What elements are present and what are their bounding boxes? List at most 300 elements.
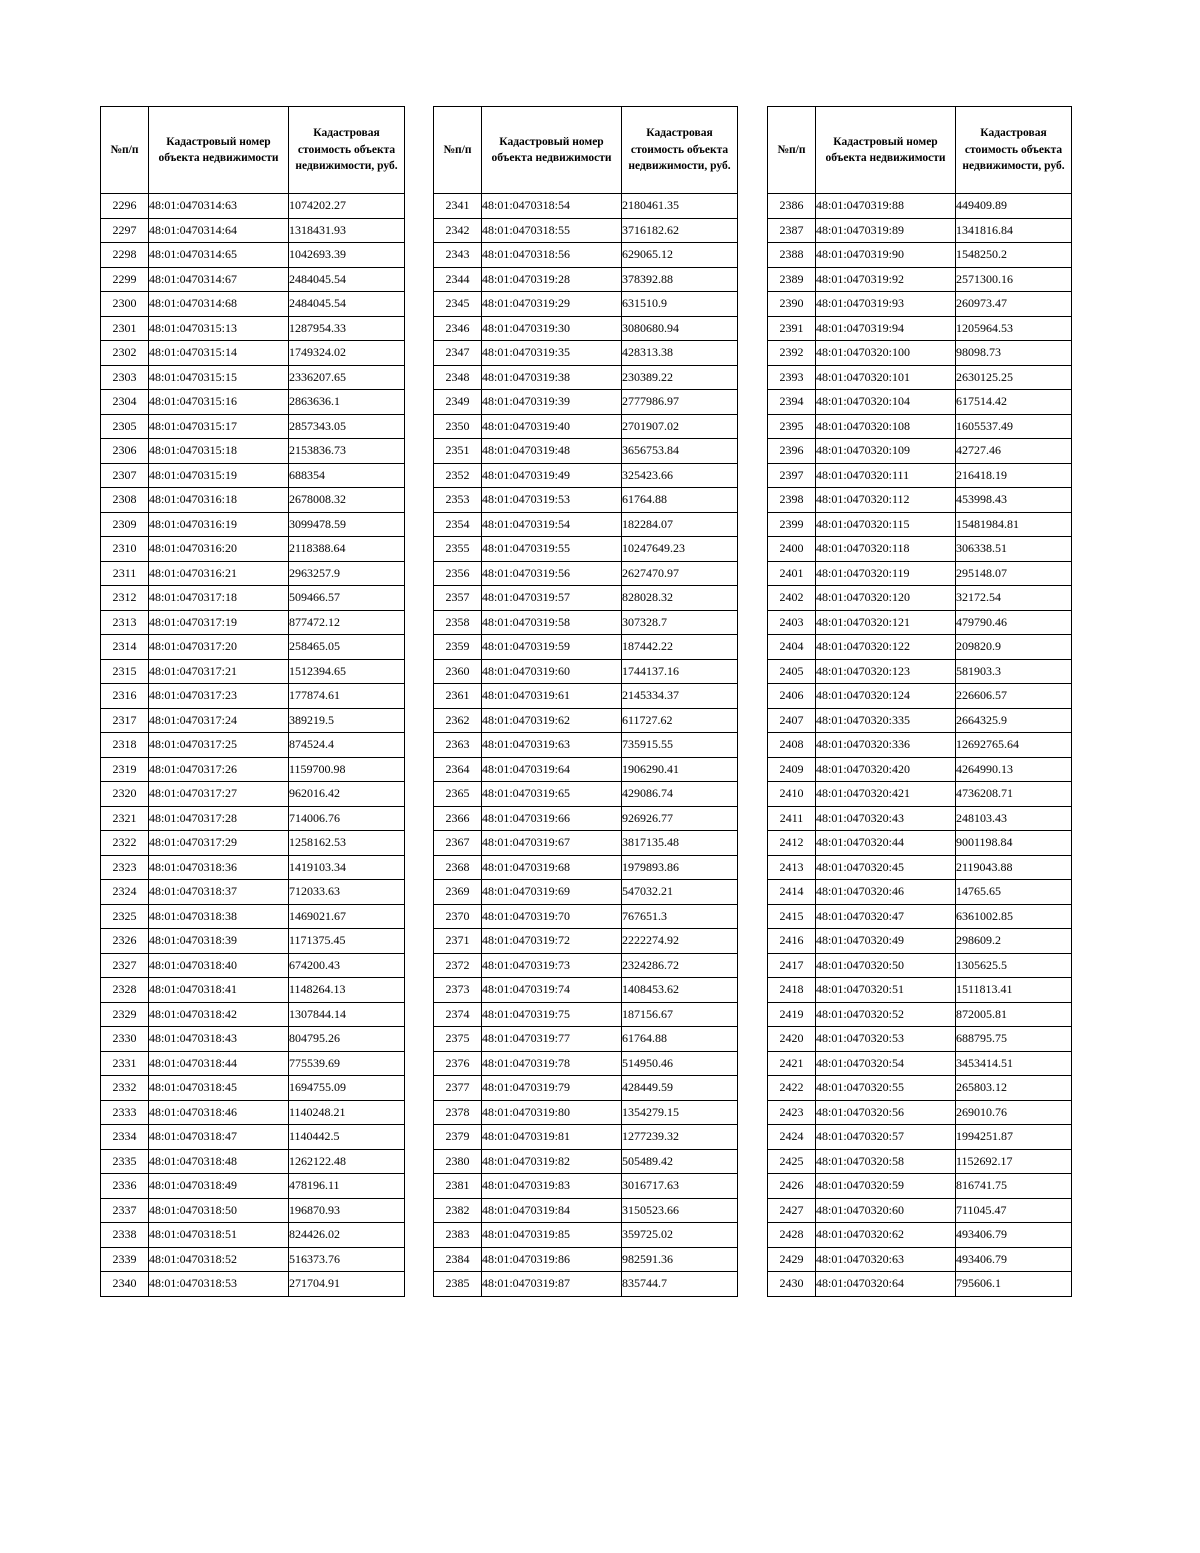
cadastral-number: 48:01:0470318:50 [149, 1198, 289, 1223]
cadastral-value: 581903.3 [956, 659, 1072, 684]
cadastral-value: 1171375.45 [289, 929, 405, 954]
cadastral-number: 48:01:0470320:44 [816, 831, 956, 856]
table-row [768, 1125, 1072, 1150]
cadastral-number: 48:01:0470319:63 [482, 733, 622, 758]
cadastral-value: 6361002.85 [956, 904, 1072, 929]
cadastral-value: 453998.43 [956, 488, 1072, 513]
cadastral-value: 824426.02 [289, 1223, 405, 1248]
row-number: 2303 [101, 365, 149, 390]
cadastral-value: 307328.7 [622, 610, 738, 635]
cadastral-value: 1749324.02 [289, 341, 405, 366]
table-row [434, 1223, 738, 1248]
row-number: 2378 [434, 1100, 482, 1125]
row-number: 2382 [434, 1198, 482, 1223]
row-number: 2358 [434, 610, 482, 635]
cadastral-number: 48:01:0470317:19 [149, 610, 289, 635]
cadastral-value: 61764.88 [622, 1027, 738, 1052]
cadastral-number: 48:01:0470315:16 [149, 390, 289, 415]
table-row [434, 684, 738, 709]
cadastral-number: 48:01:0470317:18 [149, 586, 289, 611]
cadastral-number: 48:01:0470318:48 [149, 1149, 289, 1174]
table-row [101, 1076, 405, 1101]
cadastral-number: 48:01:0470319:68 [482, 855, 622, 880]
row-number: 2419 [768, 1002, 816, 1027]
cadastral-number: 48:01:0470320:118 [816, 537, 956, 562]
cadastral-value: 209820.9 [956, 635, 1072, 660]
cadastral-value: 389219.5 [289, 708, 405, 733]
table-row [101, 1272, 405, 1297]
row-number: 2402 [768, 586, 816, 611]
cadastral-number: 48:01:0470320:420 [816, 757, 956, 782]
row-number: 2314 [101, 635, 149, 660]
table-row [434, 1272, 738, 1297]
cadastral-number: 48:01:0470319:73 [482, 953, 622, 978]
cadastral-number: 48:01:0470319:60 [482, 659, 622, 684]
row-number: 2386 [768, 194, 816, 219]
table-row [768, 806, 1072, 831]
cadastral-number: 48:01:0470319:56 [482, 561, 622, 586]
row-number: 2411 [768, 806, 816, 831]
cadastral-number: 48:01:0470318:54 [482, 194, 622, 219]
cadastral-number: 48:01:0470319:39 [482, 390, 622, 415]
table-row [101, 512, 405, 537]
cadastral-value: 1512394.65 [289, 659, 405, 684]
cadastral-value: 479790.46 [956, 610, 1072, 635]
cadastral-value: 226606.57 [956, 684, 1072, 709]
cadastral-number: 48:01:0470320:63 [816, 1247, 956, 1272]
cadastral-value: 1419103.34 [289, 855, 405, 880]
table-row [768, 929, 1072, 954]
cadastral-value: 816741.75 [956, 1174, 1072, 1199]
table-row [101, 708, 405, 733]
cadastral-value: 516373.76 [289, 1247, 405, 1272]
table-row [434, 929, 738, 954]
table-row [434, 1002, 738, 1027]
cadastral-value: 629065.12 [622, 243, 738, 268]
cadastral-number: 48:01:0470319:29 [482, 292, 622, 317]
header-cadastral-value: Кадастровая стоимость объекта недвижимости, руб. [956, 107, 1072, 194]
row-number: 2362 [434, 708, 482, 733]
table-row [768, 537, 1072, 562]
row-number: 2349 [434, 390, 482, 415]
cadastral-value: 2627470.97 [622, 561, 738, 586]
cadastral-number: 48:01:0470317:27 [149, 782, 289, 807]
cadastral-number: 48:01:0470318:45 [149, 1076, 289, 1101]
cadastral-value: 1205964.53 [956, 316, 1072, 341]
row-number: 2400 [768, 537, 816, 562]
cadastral-number: 48:01:0470320:109 [816, 439, 956, 464]
cadastral-value: 493406.79 [956, 1247, 1072, 1272]
cadastral-number: 48:01:0470319:55 [482, 537, 622, 562]
table-row [768, 586, 1072, 611]
table-row [768, 708, 1072, 733]
table-row [768, 1027, 1072, 1052]
row-number: 2315 [101, 659, 149, 684]
cadastral-value: 509466.57 [289, 586, 405, 611]
cadastral-number: 48:01:0470318:44 [149, 1051, 289, 1076]
row-number: 2296 [101, 194, 149, 219]
cadastral-value: 804795.26 [289, 1027, 405, 1052]
table-row [768, 561, 1072, 586]
cadastral-value: 2701907.02 [622, 414, 738, 439]
table-row [101, 659, 405, 684]
table-row [101, 537, 405, 562]
table-row [434, 1051, 738, 1076]
cadastral-value: 1994251.87 [956, 1125, 1072, 1150]
cadastral-value: 767651.3 [622, 904, 738, 929]
table-row [768, 610, 1072, 635]
row-number: 2369 [434, 880, 482, 905]
table-row [101, 929, 405, 954]
cadastral-number: 48:01:0470320:49 [816, 929, 956, 954]
cadastral-value: 631510.9 [622, 292, 738, 317]
row-number: 2398 [768, 488, 816, 513]
table-row [768, 855, 1072, 880]
row-number: 2430 [768, 1272, 816, 1297]
table-row [434, 341, 738, 366]
table-row [768, 1223, 1072, 1248]
cadastral-number: 48:01:0470316:19 [149, 512, 289, 537]
row-number: 2407 [768, 708, 816, 733]
table-row [434, 1100, 738, 1125]
table-row [101, 1174, 405, 1199]
table-row [768, 1100, 1072, 1125]
table-body [434, 194, 738, 1297]
cadastral-number: 48:01:0470318:56 [482, 243, 622, 268]
cadastral-value: 216418.19 [956, 463, 1072, 488]
row-number: 2342 [434, 218, 482, 243]
cadastral-number: 48:01:0470319:28 [482, 267, 622, 292]
row-number: 2327 [101, 953, 149, 978]
table-row [434, 1198, 738, 1223]
header-cadastral-number: Кадастровый номер объекта недвижимости [149, 107, 289, 194]
table-row [768, 904, 1072, 929]
table-row [434, 659, 738, 684]
cadastral-number: 48:01:0470320:54 [816, 1051, 956, 1076]
cadastral-number: 48:01:0470319:62 [482, 708, 622, 733]
row-number: 2420 [768, 1027, 816, 1052]
cadastral-value: 1408453.62 [622, 978, 738, 1003]
table-row [434, 831, 738, 856]
cadastral-number: 48:01:0470319:65 [482, 782, 622, 807]
table-row [434, 904, 738, 929]
cadastral-number: 48:01:0470315:15 [149, 365, 289, 390]
row-number: 2346 [434, 316, 482, 341]
cadastral-number: 48:01:0470320:104 [816, 390, 956, 415]
cadastral-number: 48:01:0470314:67 [149, 267, 289, 292]
row-number: 2422 [768, 1076, 816, 1101]
cadastral-number: 48:01:0470317:23 [149, 684, 289, 709]
table-row [101, 1051, 405, 1076]
cadastral-value: 428449.59 [622, 1076, 738, 1101]
cadastral-number: 48:01:0470320:335 [816, 708, 956, 733]
cadastral-value: 1152692.17 [956, 1149, 1072, 1174]
cadastral-value: 1354279.15 [622, 1100, 738, 1125]
cadastral-value: 2119043.88 [956, 855, 1072, 880]
row-number: 2340 [101, 1272, 149, 1297]
row-number: 2425 [768, 1149, 816, 1174]
table-row [434, 194, 738, 219]
cadastral-value: 2180461.35 [622, 194, 738, 219]
row-number: 2415 [768, 904, 816, 929]
table-row [768, 978, 1072, 1003]
row-number: 2356 [434, 561, 482, 586]
row-number: 2427 [768, 1198, 816, 1223]
table-row [434, 635, 738, 660]
cadastral-value: 872005.81 [956, 1002, 1072, 1027]
cadastral-number: 48:01:0470319:80 [482, 1100, 622, 1125]
row-number: 2308 [101, 488, 149, 513]
table-row [101, 1002, 405, 1027]
cadastral-number: 48:01:0470319:40 [482, 414, 622, 439]
header-num: №п/п [434, 107, 482, 194]
row-number: 2365 [434, 782, 482, 807]
table-row [434, 1174, 738, 1199]
row-number: 2397 [768, 463, 816, 488]
cadastral-value: 1042693.39 [289, 243, 405, 268]
table-row [768, 365, 1072, 390]
cadastral-value: 3099478.59 [289, 512, 405, 537]
cadastral-value: 2571300.16 [956, 267, 1072, 292]
table-row [101, 1027, 405, 1052]
table-row [101, 316, 405, 341]
row-number: 2380 [434, 1149, 482, 1174]
table-row [101, 978, 405, 1003]
table-row [768, 733, 1072, 758]
row-number: 2395 [768, 414, 816, 439]
row-number: 2423 [768, 1100, 816, 1125]
cadastral-number: 48:01:0470319:89 [816, 218, 956, 243]
row-number: 2391 [768, 316, 816, 341]
table-row [101, 635, 405, 660]
table-header-row [768, 107, 1072, 194]
table-row [434, 292, 738, 317]
cadastral-value: 2484045.54 [289, 267, 405, 292]
cadastral-number: 48:01:0470315:18 [149, 439, 289, 464]
table-row [768, 1076, 1072, 1101]
row-number: 2374 [434, 1002, 482, 1027]
row-number: 2330 [101, 1027, 149, 1052]
header-num: №п/п [101, 107, 149, 194]
cadastral-value: 196870.93 [289, 1198, 405, 1223]
cadastral-number: 48:01:0470320:123 [816, 659, 956, 684]
table-row [434, 1076, 738, 1101]
cadastral-number: 48:01:0470318:55 [482, 218, 622, 243]
cadastral-value: 9001198.84 [956, 831, 1072, 856]
cadastral-number: 48:01:0470320:121 [816, 610, 956, 635]
cadastral-value: 714006.76 [289, 806, 405, 831]
cadastral-value: 325423.66 [622, 463, 738, 488]
table-row [434, 316, 738, 341]
cadastral-value: 98098.73 [956, 341, 1072, 366]
cadastral-value: 547032.21 [622, 880, 738, 905]
cadastral-value: 478196.11 [289, 1174, 405, 1199]
header-cadastral-value: Кадастровая стоимость объекта недвижимости, руб. [622, 107, 738, 194]
cadastral-value: 874524.4 [289, 733, 405, 758]
row-number: 2403 [768, 610, 816, 635]
table-row [768, 953, 1072, 978]
row-number: 2387 [768, 218, 816, 243]
row-number: 2306 [101, 439, 149, 464]
cadastral-value: 378392.88 [622, 267, 738, 292]
cadastral-value: 1341816.84 [956, 218, 1072, 243]
row-number: 2371 [434, 929, 482, 954]
cadastral-value: 429086.74 [622, 782, 738, 807]
row-number: 2406 [768, 684, 816, 709]
row-number: 2367 [434, 831, 482, 856]
row-number: 2414 [768, 880, 816, 905]
cadastral-number: 48:01:0470320:50 [816, 953, 956, 978]
cadastral-value: 2336207.65 [289, 365, 405, 390]
cadastral-number: 48:01:0470319:77 [482, 1027, 622, 1052]
table-row [101, 561, 405, 586]
cadastral-number: 48:01:0470318:41 [149, 978, 289, 1003]
table-row [768, 1174, 1072, 1199]
table-row [101, 292, 405, 317]
cadastral-value: 1148264.13 [289, 978, 405, 1003]
table-row [101, 1247, 405, 1272]
row-number: 2345 [434, 292, 482, 317]
row-number: 2396 [768, 439, 816, 464]
table-row [434, 463, 738, 488]
table-row [101, 782, 405, 807]
cadastral-number: 48:01:0470314:64 [149, 218, 289, 243]
table-row [768, 782, 1072, 807]
row-number: 2350 [434, 414, 482, 439]
row-number: 2388 [768, 243, 816, 268]
table-row [101, 414, 405, 439]
cadastral-number: 48:01:0470319:78 [482, 1051, 622, 1076]
table-row [434, 953, 738, 978]
row-number: 2429 [768, 1247, 816, 1272]
cadastral-value: 2777986.97 [622, 390, 738, 415]
cadastral-number: 48:01:0470319:93 [816, 292, 956, 317]
row-number: 2392 [768, 341, 816, 366]
cadastral-number: 48:01:0470317:24 [149, 708, 289, 733]
row-number: 2354 [434, 512, 482, 537]
table-header-row [434, 107, 738, 194]
cadastral-value: 712033.63 [289, 880, 405, 905]
cadastral-number: 48:01:0470319:83 [482, 1174, 622, 1199]
row-number: 2426 [768, 1174, 816, 1199]
table-row [434, 610, 738, 635]
cadastral-number: 48:01:0470317:26 [149, 757, 289, 782]
table-row [768, 1149, 1072, 1174]
cadastral-value: 1305625.5 [956, 953, 1072, 978]
row-number: 2301 [101, 316, 149, 341]
table-row [768, 488, 1072, 513]
table-row [101, 904, 405, 929]
row-number: 2409 [768, 757, 816, 782]
row-number: 2364 [434, 757, 482, 782]
row-number: 2405 [768, 659, 816, 684]
row-number: 2328 [101, 978, 149, 1003]
cadastral-value: 795606.1 [956, 1272, 1072, 1297]
table-row [434, 243, 738, 268]
cadastral-value: 514950.46 [622, 1051, 738, 1076]
table-row [434, 880, 738, 905]
cadastral-number: 48:01:0470318:36 [149, 855, 289, 880]
row-number: 2363 [434, 733, 482, 758]
table-row [768, 1051, 1072, 1076]
row-number: 2298 [101, 243, 149, 268]
cadastral-value: 1318431.93 [289, 218, 405, 243]
table-row [101, 390, 405, 415]
table-row [768, 1247, 1072, 1272]
cadastral-value: 2678008.32 [289, 488, 405, 513]
table-row [768, 194, 1072, 219]
cadastral-value: 3453414.51 [956, 1051, 1072, 1076]
cadastral-number: 48:01:0470320:112 [816, 488, 956, 513]
table-row [101, 733, 405, 758]
table-row [768, 341, 1072, 366]
row-number: 2325 [101, 904, 149, 929]
row-number: 2389 [768, 267, 816, 292]
row-number: 2412 [768, 831, 816, 856]
cadastral-number: 48:01:0470320:115 [816, 512, 956, 537]
row-number: 2377 [434, 1076, 482, 1101]
cadastral-value: 2118388.64 [289, 537, 405, 562]
table-row [434, 537, 738, 562]
row-number: 2384 [434, 1247, 482, 1272]
cadastral-number: 48:01:0470320:124 [816, 684, 956, 709]
row-number: 2373 [434, 978, 482, 1003]
cadastral-number: 48:01:0470320:43 [816, 806, 956, 831]
cadastral-number: 48:01:0470318:52 [149, 1247, 289, 1272]
row-number: 2326 [101, 929, 149, 954]
table-row [101, 439, 405, 464]
row-number: 2332 [101, 1076, 149, 1101]
table-row [101, 341, 405, 366]
table-row [768, 439, 1072, 464]
table-row [434, 512, 738, 537]
cadastral-number: 48:01:0470319:61 [482, 684, 622, 709]
table-row [101, 831, 405, 856]
cadastral-value: 1744137.16 [622, 659, 738, 684]
cadastral-value: 271704.91 [289, 1272, 405, 1297]
cadastral-number: 48:01:0470314:63 [149, 194, 289, 219]
cadastral-number: 48:01:0470315:19 [149, 463, 289, 488]
cadastral-value: 449409.89 [956, 194, 1072, 219]
table-row [101, 267, 405, 292]
cadastral-number: 48:01:0470319:87 [482, 1272, 622, 1297]
cadastral-number: 48:01:0470320:111 [816, 463, 956, 488]
cadastral-number: 48:01:0470314:65 [149, 243, 289, 268]
header-cadastral-value: Кадастровая стоимость объекта недвижимости, руб. [289, 107, 405, 194]
cadastral-number: 48:01:0470319:57 [482, 586, 622, 611]
cadastral-value: 12692765.64 [956, 733, 1072, 758]
cadastral-number: 48:01:0470320:336 [816, 733, 956, 758]
cadastral-value: 735915.55 [622, 733, 738, 758]
cadastral-value: 187442.22 [622, 635, 738, 660]
row-number: 2428 [768, 1223, 816, 1248]
row-number: 2302 [101, 341, 149, 366]
row-number: 2319 [101, 757, 149, 782]
cadastral-value: 1605537.49 [956, 414, 1072, 439]
cadastral-number: 48:01:0470318:40 [149, 953, 289, 978]
table-row [434, 390, 738, 415]
table-row [101, 1149, 405, 1174]
table-row [768, 1002, 1072, 1027]
cadastral-number: 48:01:0470319:66 [482, 806, 622, 831]
cadastral-number: 48:01:0470318:51 [149, 1223, 289, 1248]
table-row [434, 1027, 738, 1052]
cadastral-value: 2630125.25 [956, 365, 1072, 390]
cadastral-value: 187156.67 [622, 1002, 738, 1027]
cadastral-number: 48:01:0470318:47 [149, 1125, 289, 1150]
row-number: 2316 [101, 684, 149, 709]
cadastral-number: 48:01:0470319:81 [482, 1125, 622, 1150]
